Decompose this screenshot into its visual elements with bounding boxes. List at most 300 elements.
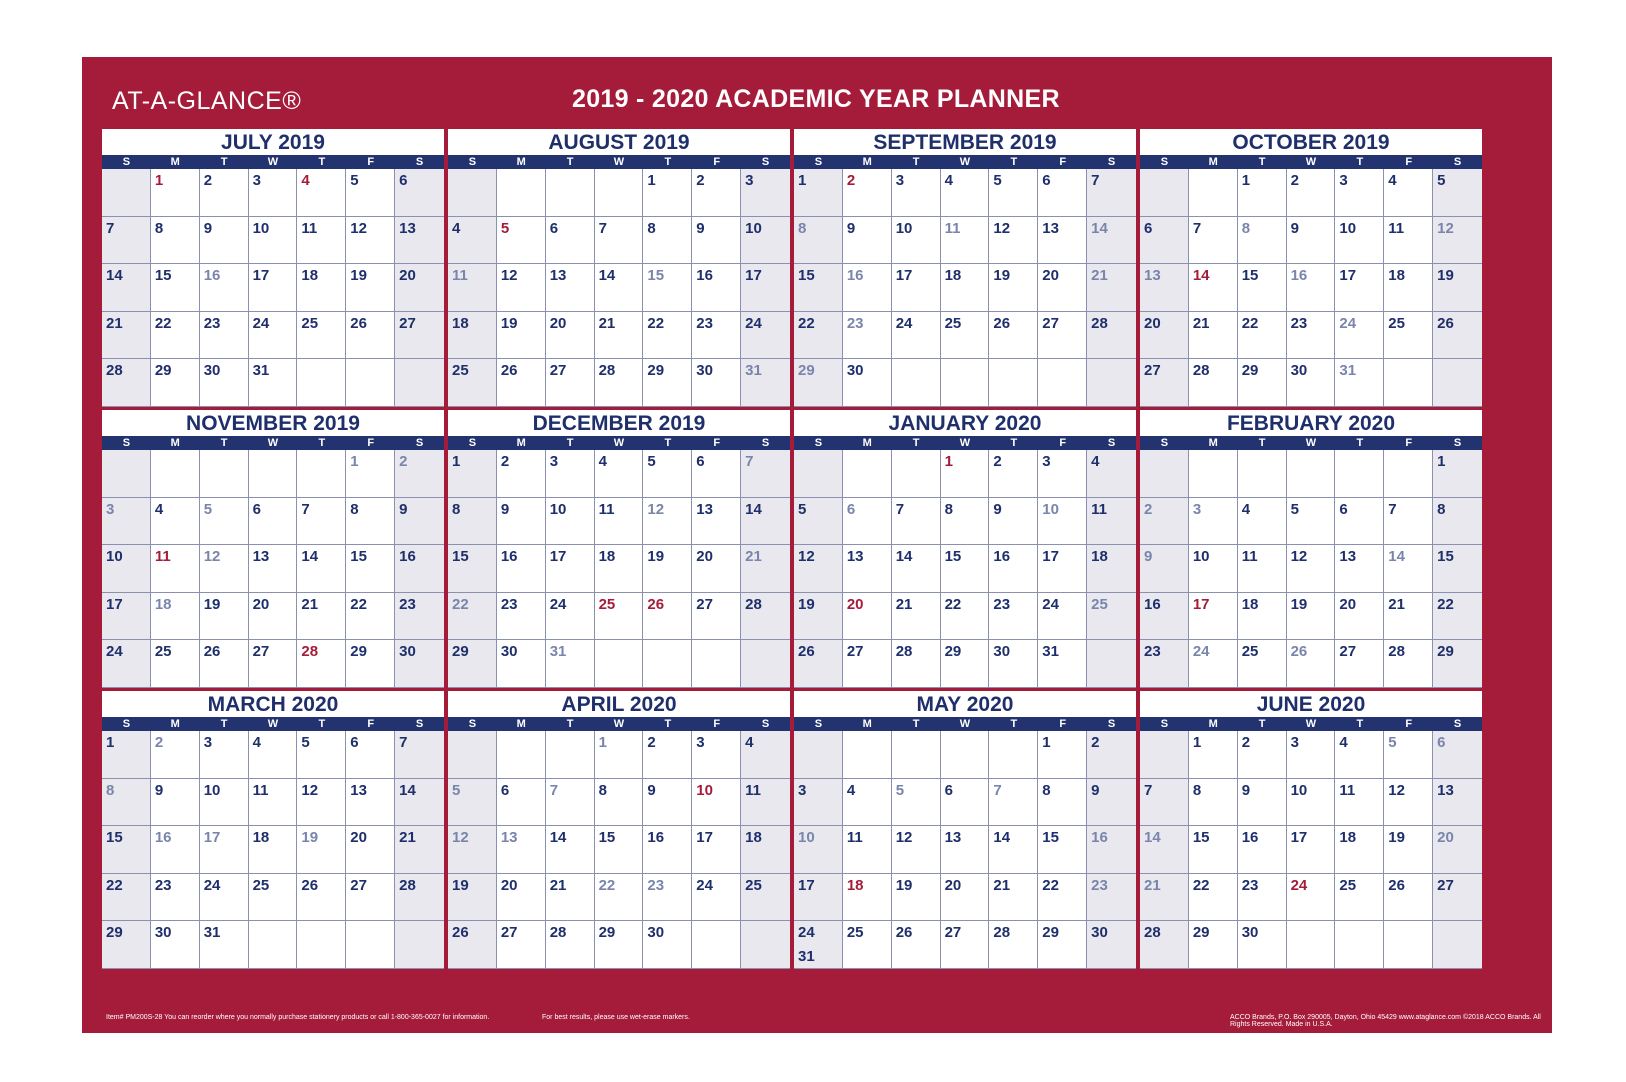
day-cell[interactable]	[1433, 921, 1482, 969]
day-cell[interactable]	[1038, 593, 1087, 641]
day-cell[interactable]	[1384, 545, 1433, 593]
day-cell[interactable]	[741, 312, 790, 360]
day-cell[interactable]	[1384, 779, 1433, 827]
day-cell[interactable]	[448, 545, 497, 593]
day-cell[interactable]	[1433, 264, 1482, 312]
day-cell[interactable]	[892, 359, 941, 407]
day-cell[interactable]	[546, 359, 595, 407]
day-cell[interactable]	[1189, 264, 1238, 312]
day-cell[interactable]	[546, 826, 595, 874]
day-cell[interactable]	[892, 169, 941, 217]
day-cell[interactable]	[892, 545, 941, 593]
day-cell[interactable]	[1384, 874, 1433, 922]
day-cell[interactable]	[941, 731, 990, 779]
day-cell[interactable]	[1087, 921, 1136, 969]
day-cell[interactable]	[643, 874, 692, 922]
day-cell[interactable]	[643, 498, 692, 546]
day-cell[interactable]	[941, 312, 990, 360]
day-cell[interactable]	[546, 545, 595, 593]
day-cell[interactable]	[941, 359, 990, 407]
day-cell[interactable]	[546, 874, 595, 922]
day-cell[interactable]	[249, 874, 298, 922]
day-cell[interactable]	[1287, 312, 1336, 360]
day-cell[interactable]	[643, 640, 692, 688]
day-cell[interactable]	[1433, 450, 1482, 498]
day-cell[interactable]	[1189, 826, 1238, 874]
day-cell[interactable]	[1087, 498, 1136, 546]
day-cell[interactable]	[1335, 359, 1384, 407]
day-cell[interactable]	[643, 921, 692, 969]
day-cell[interactable]	[151, 826, 200, 874]
day-cell[interactable]	[1384, 498, 1433, 546]
day-cell[interactable]	[595, 731, 644, 779]
day-cell[interactable]	[1087, 359, 1136, 407]
day-cell[interactable]	[1140, 826, 1189, 874]
day-cell[interactable]	[843, 169, 892, 217]
day-cell[interactable]	[448, 264, 497, 312]
day-cell[interactable]	[941, 264, 990, 312]
day-cell[interactable]	[692, 312, 741, 360]
day-cell[interactable]	[1087, 593, 1136, 641]
day-cell[interactable]	[941, 450, 990, 498]
day-cell[interactable]	[741, 826, 790, 874]
day-cell[interactable]	[546, 921, 595, 969]
day-cell[interactable]	[989, 921, 1038, 969]
day-cell[interactable]	[395, 640, 444, 688]
day-cell[interactable]	[892, 593, 941, 641]
day-cell[interactable]	[741, 498, 790, 546]
day-cell[interactable]	[692, 779, 741, 827]
day-cell[interactable]	[1189, 593, 1238, 641]
day-cell[interactable]	[1384, 640, 1433, 688]
day-cell[interactable]	[1087, 169, 1136, 217]
day-cell[interactable]	[151, 593, 200, 641]
day-cell[interactable]	[1189, 169, 1238, 217]
day-cell[interactable]	[448, 450, 497, 498]
day-cell[interactable]	[497, 450, 546, 498]
day-cell[interactable]	[843, 545, 892, 593]
day-cell[interactable]	[989, 498, 1038, 546]
day-cell[interactable]	[741, 359, 790, 407]
day-cell[interactable]	[297, 169, 346, 217]
day-cell[interactable]	[843, 264, 892, 312]
day-cell[interactable]	[395, 545, 444, 593]
day-cell[interactable]	[249, 169, 298, 217]
day-cell[interactable]	[546, 450, 595, 498]
day-cell[interactable]	[395, 874, 444, 922]
day-cell[interactable]	[1433, 312, 1482, 360]
day-cell[interactable]	[843, 217, 892, 265]
day-cell[interactable]	[249, 264, 298, 312]
day-cell[interactable]	[1140, 731, 1189, 779]
day-cell[interactable]	[643, 826, 692, 874]
day-cell[interactable]	[151, 264, 200, 312]
day-cell[interactable]	[297, 264, 346, 312]
day-cell[interactable]	[1287, 264, 1336, 312]
day-cell[interactable]	[448, 359, 497, 407]
day-cell[interactable]	[989, 450, 1038, 498]
day-cell[interactable]	[1433, 545, 1482, 593]
day-cell[interactable]	[1189, 498, 1238, 546]
day-cell[interactable]	[1189, 545, 1238, 593]
day-cell[interactable]	[200, 826, 249, 874]
day-cell[interactable]	[643, 217, 692, 265]
day-cell[interactable]	[497, 593, 546, 641]
day-cell[interactable]	[200, 312, 249, 360]
day-cell[interactable]	[497, 640, 546, 688]
day-cell[interactable]	[1238, 640, 1287, 688]
day-cell[interactable]	[1335, 921, 1384, 969]
day-cell[interactable]	[794, 731, 843, 779]
day-cell[interactable]	[892, 731, 941, 779]
day-cell[interactable]	[989, 312, 1038, 360]
day-cell[interactable]	[1384, 826, 1433, 874]
day-cell[interactable]	[395, 264, 444, 312]
day-cell[interactable]	[843, 450, 892, 498]
day-cell[interactable]	[497, 169, 546, 217]
day-cell[interactable]	[102, 593, 151, 641]
day-cell[interactable]	[1189, 359, 1238, 407]
day-cell[interactable]	[1087, 450, 1136, 498]
day-cell[interactable]	[102, 169, 151, 217]
day-cell[interactable]	[497, 826, 546, 874]
day-cell[interactable]	[1433, 359, 1482, 407]
day-cell[interactable]	[643, 731, 692, 779]
day-cell[interactable]	[1335, 545, 1384, 593]
day-cell[interactable]	[595, 169, 644, 217]
day-cell[interactable]	[497, 731, 546, 779]
day-cell[interactable]	[794, 264, 843, 312]
day-cell[interactable]	[102, 264, 151, 312]
day-cell[interactable]	[497, 498, 546, 546]
day-cell[interactable]	[1384, 593, 1433, 641]
day-cell[interactable]	[794, 826, 843, 874]
day-cell[interactable]	[102, 545, 151, 593]
day-cell[interactable]	[941, 921, 990, 969]
day-cell[interactable]	[346, 450, 395, 498]
day-cell[interactable]	[643, 779, 692, 827]
day-cell[interactable]	[794, 874, 843, 922]
day-cell[interactable]	[346, 593, 395, 641]
day-cell[interactable]	[892, 921, 941, 969]
day-cell[interactable]	[1287, 169, 1336, 217]
day-cell[interactable]	[448, 874, 497, 922]
day-cell[interactable]	[1140, 779, 1189, 827]
day-cell[interactable]	[794, 169, 843, 217]
day-cell[interactable]	[1384, 359, 1433, 407]
day-cell[interactable]	[395, 593, 444, 641]
day-cell[interactable]	[1087, 640, 1136, 688]
day-cell[interactable]	[1189, 779, 1238, 827]
day-cell[interactable]	[692, 921, 741, 969]
day-cell[interactable]	[794, 779, 843, 827]
day-cell[interactable]	[497, 217, 546, 265]
day-cell[interactable]	[1384, 312, 1433, 360]
day-cell[interactable]	[892, 874, 941, 922]
day-cell[interactable]	[346, 169, 395, 217]
day-cell[interactable]	[1140, 169, 1189, 217]
day-cell[interactable]	[1189, 217, 1238, 265]
day-cell[interactable]	[249, 545, 298, 593]
day-cell[interactable]	[1140, 498, 1189, 546]
day-cell[interactable]	[151, 169, 200, 217]
day-cell[interactable]	[448, 169, 497, 217]
day-cell[interactable]	[741, 450, 790, 498]
day-cell[interactable]	[843, 731, 892, 779]
day-cell[interactable]	[1140, 593, 1189, 641]
day-cell[interactable]	[249, 826, 298, 874]
day-cell[interactable]	[249, 640, 298, 688]
day-cell[interactable]	[595, 264, 644, 312]
day-cell[interactable]	[151, 921, 200, 969]
day-cell[interactable]	[448, 312, 497, 360]
day-cell[interactable]	[346, 826, 395, 874]
day-cell[interactable]	[1038, 217, 1087, 265]
day-cell[interactable]	[692, 874, 741, 922]
day-cell[interactable]	[200, 640, 249, 688]
day-cell[interactable]	[1384, 731, 1433, 779]
day-cell[interactable]	[1238, 731, 1287, 779]
day-cell[interactable]	[346, 264, 395, 312]
day-cell[interactable]	[249, 779, 298, 827]
day-cell[interactable]	[989, 640, 1038, 688]
day-cell[interactable]	[1140, 874, 1189, 922]
day-cell[interactable]	[297, 826, 346, 874]
day-cell[interactable]	[1433, 498, 1482, 546]
day-cell[interactable]	[102, 359, 151, 407]
day-cell[interactable]	[1140, 359, 1189, 407]
day-cell[interactable]	[692, 498, 741, 546]
day-cell[interactable]	[1189, 874, 1238, 922]
day-cell[interactable]	[1038, 826, 1087, 874]
day-cell[interactable]	[448, 779, 497, 827]
day-cell[interactable]	[395, 731, 444, 779]
day-cell[interactable]	[892, 640, 941, 688]
day-cell[interactable]	[741, 264, 790, 312]
day-cell[interactable]	[102, 312, 151, 360]
day-cell[interactable]	[200, 731, 249, 779]
day-cell[interactable]	[941, 498, 990, 546]
day-cell[interactable]	[448, 826, 497, 874]
day-cell[interactable]	[1140, 921, 1189, 969]
day-cell[interactable]	[892, 779, 941, 827]
day-cell[interactable]	[1087, 779, 1136, 827]
day-cell[interactable]	[249, 498, 298, 546]
day-cell[interactable]	[395, 826, 444, 874]
day-cell[interactable]	[395, 450, 444, 498]
day-cell[interactable]	[249, 921, 298, 969]
day-cell[interactable]	[249, 312, 298, 360]
day-cell[interactable]	[346, 874, 395, 922]
day-cell[interactable]	[346, 545, 395, 593]
day-cell[interactable]	[794, 498, 843, 546]
day-cell[interactable]	[200, 921, 249, 969]
day-cell[interactable]	[892, 312, 941, 360]
day-cell[interactable]	[989, 217, 1038, 265]
day-cell[interactable]	[1238, 312, 1287, 360]
day-cell[interactable]	[1038, 779, 1087, 827]
day-cell[interactable]	[1287, 640, 1336, 688]
day-cell[interactable]	[692, 264, 741, 312]
day-cell[interactable]	[941, 593, 990, 641]
day-cell[interactable]	[1238, 874, 1287, 922]
day-cell[interactable]	[692, 169, 741, 217]
day-cell[interactable]	[741, 874, 790, 922]
day-cell[interactable]	[395, 169, 444, 217]
day-cell[interactable]	[1038, 359, 1087, 407]
day-cell[interactable]	[1433, 874, 1482, 922]
day-cell[interactable]	[595, 450, 644, 498]
day-cell[interactable]	[692, 826, 741, 874]
day-cell[interactable]	[1335, 498, 1384, 546]
day-cell[interactable]	[395, 921, 444, 969]
day-cell[interactable]	[1287, 779, 1336, 827]
day-cell[interactable]	[1038, 921, 1087, 969]
day-cell[interactable]	[741, 731, 790, 779]
day-cell[interactable]	[151, 498, 200, 546]
day-cell[interactable]	[595, 312, 644, 360]
day-cell[interactable]	[1335, 264, 1384, 312]
day-cell[interactable]	[1287, 217, 1336, 265]
day-cell[interactable]	[892, 498, 941, 546]
day-cell[interactable]	[1335, 217, 1384, 265]
day-cell[interactable]	[1087, 826, 1136, 874]
day-cell[interactable]	[1087, 874, 1136, 922]
day-cell[interactable]	[1087, 312, 1136, 360]
day-cell[interactable]	[346, 498, 395, 546]
day-cell[interactable]	[843, 359, 892, 407]
day-cell[interactable]	[1189, 731, 1238, 779]
day-cell[interactable]	[546, 312, 595, 360]
day-cell[interactable]	[692, 731, 741, 779]
day-cell[interactable]	[448, 921, 497, 969]
day-cell[interactable]	[1335, 874, 1384, 922]
day-cell[interactable]	[249, 450, 298, 498]
day-cell[interactable]	[1287, 593, 1336, 641]
day-cell[interactable]	[1238, 593, 1287, 641]
day-cell[interactable]	[1038, 450, 1087, 498]
day-cell[interactable]	[941, 169, 990, 217]
day-cell[interactable]	[692, 640, 741, 688]
day-cell[interactable]	[1335, 312, 1384, 360]
day-cell[interactable]	[249, 731, 298, 779]
day-cell[interactable]	[1433, 826, 1482, 874]
day-cell[interactable]	[989, 874, 1038, 922]
day-cell[interactable]	[1189, 312, 1238, 360]
day-cell[interactable]	[843, 874, 892, 922]
day-cell[interactable]	[643, 593, 692, 641]
day-cell[interactable]	[794, 593, 843, 641]
day-cell[interactable]	[1238, 217, 1287, 265]
day-cell[interactable]	[1087, 217, 1136, 265]
day-cell[interactable]	[989, 779, 1038, 827]
day-cell[interactable]	[941, 874, 990, 922]
day-cell[interactable]	[1238, 921, 1287, 969]
day-cell[interactable]	[151, 640, 200, 688]
day-cell[interactable]	[448, 593, 497, 641]
day-cell[interactable]	[794, 312, 843, 360]
day-cell[interactable]	[102, 731, 151, 779]
day-cell[interactable]	[989, 545, 1038, 593]
day-cell[interactable]	[595, 593, 644, 641]
day-cell[interactable]	[941, 640, 990, 688]
day-cell[interactable]	[1335, 731, 1384, 779]
day-cell[interactable]	[643, 359, 692, 407]
day-cell[interactable]	[1238, 359, 1287, 407]
day-cell[interactable]	[102, 217, 151, 265]
day-cell[interactable]	[1335, 826, 1384, 874]
day-cell[interactable]	[102, 779, 151, 827]
day-cell[interactable]	[595, 874, 644, 922]
day-cell[interactable]	[497, 779, 546, 827]
day-cell[interactable]	[297, 593, 346, 641]
day-cell[interactable]	[843, 498, 892, 546]
day-cell[interactable]	[249, 217, 298, 265]
day-cell[interactable]	[1087, 264, 1136, 312]
day-cell[interactable]	[200, 217, 249, 265]
day-cell[interactable]	[1189, 640, 1238, 688]
day-cell[interactable]	[102, 450, 151, 498]
day-cell[interactable]	[941, 779, 990, 827]
day-cell[interactable]	[741, 545, 790, 593]
day-cell[interactable]	[595, 545, 644, 593]
day-cell[interactable]	[151, 731, 200, 779]
day-cell[interactable]	[989, 264, 1038, 312]
day-cell[interactable]	[151, 312, 200, 360]
day-cell[interactable]	[892, 217, 941, 265]
day-cell[interactable]	[200, 450, 249, 498]
day-cell[interactable]	[395, 498, 444, 546]
day-cell[interactable]	[448, 731, 497, 779]
day-cell[interactable]	[249, 593, 298, 641]
day-cell[interactable]	[1140, 217, 1189, 265]
day-cell[interactable]	[692, 359, 741, 407]
day-cell[interactable]	[1335, 640, 1384, 688]
day-cell[interactable]	[843, 593, 892, 641]
day-cell[interactable]	[843, 640, 892, 688]
day-cell[interactable]	[448, 498, 497, 546]
day-cell[interactable]	[1287, 545, 1336, 593]
day-cell[interactable]	[546, 169, 595, 217]
day-cell[interactable]	[1384, 450, 1433, 498]
day-cell[interactable]	[595, 779, 644, 827]
day-cell[interactable]	[200, 359, 249, 407]
day-cell[interactable]	[989, 593, 1038, 641]
day-cell[interactable]	[643, 450, 692, 498]
day-cell[interactable]	[546, 264, 595, 312]
day-cell[interactable]	[297, 731, 346, 779]
day-cell[interactable]	[297, 874, 346, 922]
day-cell[interactable]	[546, 731, 595, 779]
day-cell[interactable]	[346, 359, 395, 407]
day-cell[interactable]	[151, 545, 200, 593]
day-cell[interactable]	[843, 779, 892, 827]
day-cell[interactable]	[692, 545, 741, 593]
day-cell[interactable]	[595, 826, 644, 874]
day-cell[interactable]	[497, 359, 546, 407]
day-cell[interactable]	[200, 264, 249, 312]
day-cell[interactable]	[1038, 874, 1087, 922]
day-cell[interactable]	[843, 921, 892, 969]
day-cell[interactable]	[395, 217, 444, 265]
day-cell[interactable]	[1238, 826, 1287, 874]
day-cell[interactable]	[1238, 169, 1287, 217]
day-cell[interactable]	[1287, 498, 1336, 546]
day-cell[interactable]	[794, 359, 843, 407]
day-cell[interactable]	[1140, 640, 1189, 688]
day-cell[interactable]	[794, 217, 843, 265]
day-cell[interactable]	[595, 498, 644, 546]
